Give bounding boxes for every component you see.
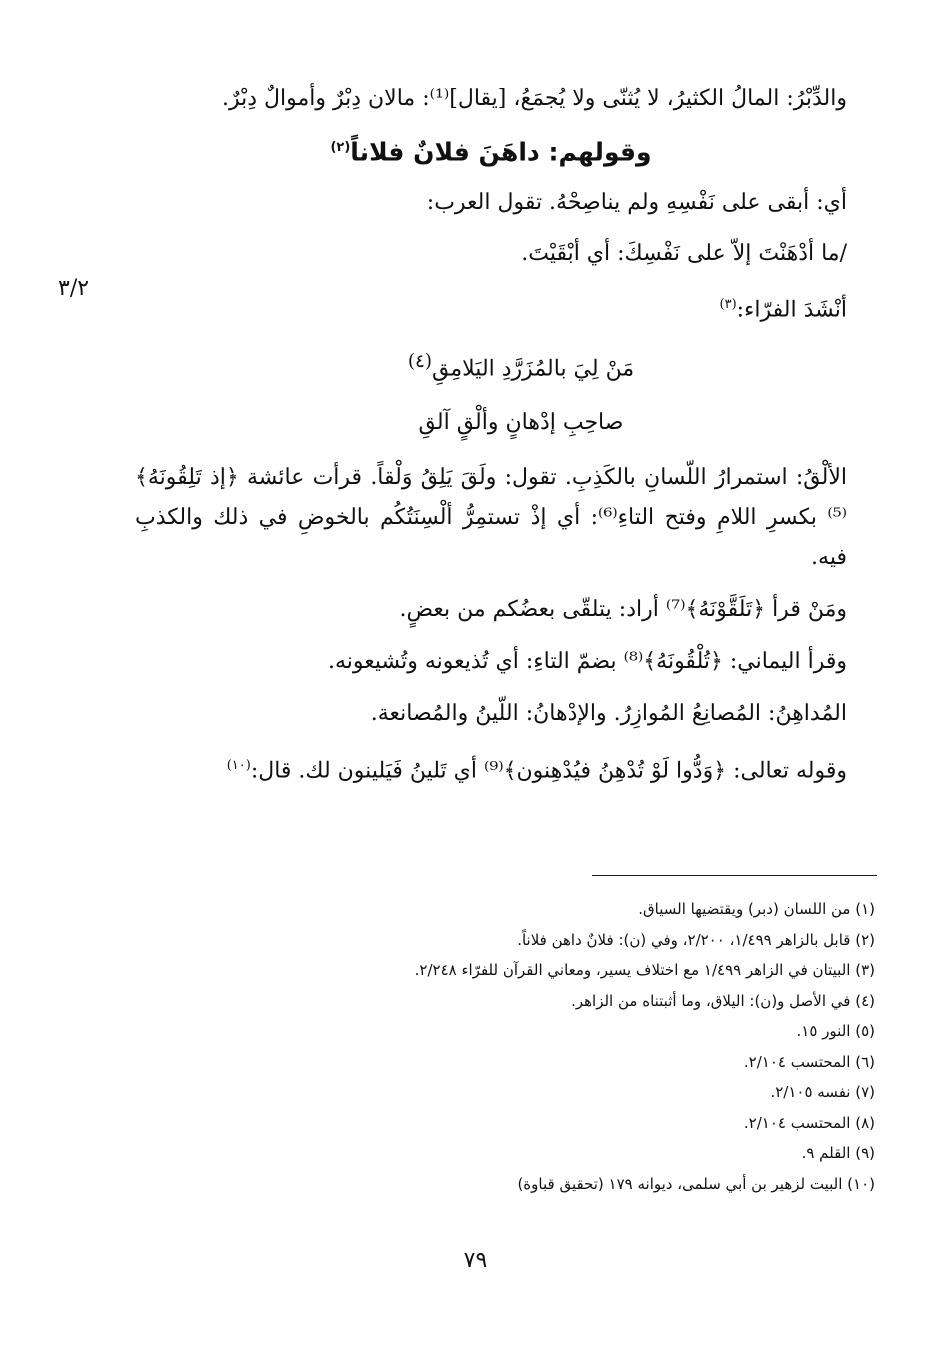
verse-1-footnote-ref: (٤) (407, 350, 433, 372)
footnote-5: (٥) النور ١٥. (796, 1022, 875, 1040)
footnote-10: (١٠) البيت لزهير بن أبي سلمى، ديوانه ١٧٩ (تحقيق قباوة) (517, 1174, 875, 1193)
heading-text: وقولهم: داهَنَ فلانٌ فلاناً (350, 137, 652, 167)
section-heading (135, 128, 847, 172)
margin-folio-note: ٣/٢ (58, 276, 90, 301)
footnote-7: (٧) نفسه ٢/١٠٥. (770, 1083, 875, 1101)
footnotes (135, 898, 875, 1203)
verse-line-1 (135, 343, 847, 388)
paragraph-mudahin: المُداهِنُ: المُصانِعُ المُوازِرُ. والإدْهانُ: اللّينُ والمُصانعة. (370, 700, 847, 726)
page-number: ٧٩ (463, 1248, 488, 1273)
text-line-dibr: والدِّبْرُ: المالُ الكثيرُ، لا يُثنّى ولا يُجمَعُ، [يقال]⁽¹⁾: مالان دِبْرٌ وأموالٌ دِبْرٌ. (221, 86, 847, 111)
text-line-arab-saying: /ما أدْهَنْتَ إلاّ على نَفْسِكَ: أي أبْقَيْتَ. (521, 241, 847, 267)
footnote-8: (٨) المحتسب ٢/١٠٤. (743, 1113, 875, 1132)
footnote-separator (592, 875, 877, 876)
footnote-3: (٣) البيتان في الزاهر ١/٤٩٩ مع اختلاف يسير، ومعاني القرآن للفرّاء ٢/٢٤٨. (414, 961, 875, 979)
heading-footnote-ref: (٢) (330, 140, 351, 155)
text-line-meaning: أي: أبقى على نَفْسِهِ ولم يناصِحْهُ. تقول العرب: (426, 190, 847, 216)
paragraph-quran-verse (135, 746, 847, 791)
footnote-4: (٤) في الأصل و(ن): اليلاق، وما أثبتناه من الزاهر. (571, 991, 875, 1010)
verse-1-text: مَنْ لِيَ بالمُزَرَّدِ اليَلامِقِ (432, 355, 635, 381)
farra-footnote-ref: (٣) (719, 297, 737, 313)
verse-line-2: صاحِبِ إدْهانٍ وألْقٍ آلقِ (418, 409, 624, 435)
footnote-1: (١) من اللسان (دبر) ويقتضيها السياق. (638, 900, 875, 918)
text-line-farra (135, 286, 847, 329)
paragraph-yamani: وقرأ اليماني: ﴿تُلْقُونَهُ﴾⁽⁸⁾ بضمّ التاءِ: أي تُذيعونه وتُشيعونه. (327, 648, 847, 674)
farra-text: أنْشَدَ الفرّاء: (736, 297, 847, 323)
footnote-6: (٦) المحتسب ٢/١٠٤. (743, 1052, 875, 1071)
footnote-9: (٩) القلم ٩. (801, 1144, 875, 1162)
quran-verse-text: وقوله تعالى: ﴿وَدُّوا لَوْ تُدْهِنُ فيُدْهِنون﴾⁽⁹⁾ أي تَلينُ فَيَلينون لك. قال: (250, 758, 847, 784)
main-text (135, 80, 847, 803)
quran-verse-footnote-ref: (١٠) (226, 757, 251, 773)
paragraph-talaqqawnahu: ومَنْ قرأ ﴿تَلَقَّوْنَهُ﴾⁽⁷⁾ أراد: يتلقّى بعضُكم من بعضٍ. (399, 596, 847, 622)
footnote-2: (٢) قابل بالزاهر ١/٤٩٩، ٢/٢٠٠، وفي (ن): فلانٌ داهن فلاناً. (517, 930, 875, 949)
paragraph-alq: الألْقُ: استمرارُ اللّسانِ بالكَذِبِ. تقول: ولَقَ يَلِقُ وَلْقاً. قرأت عائشة ﴿إذ تَلِقُونَهُ﴾⁽⁵⁾ بكسرِ اللامِ وفتح التاءِ⁽⁶⁾: أي إذْ تستمِرُّ ألْسِنَتُكُم بالخوضِ في ذلك والكذبِ فيه. (135, 464, 847, 570)
